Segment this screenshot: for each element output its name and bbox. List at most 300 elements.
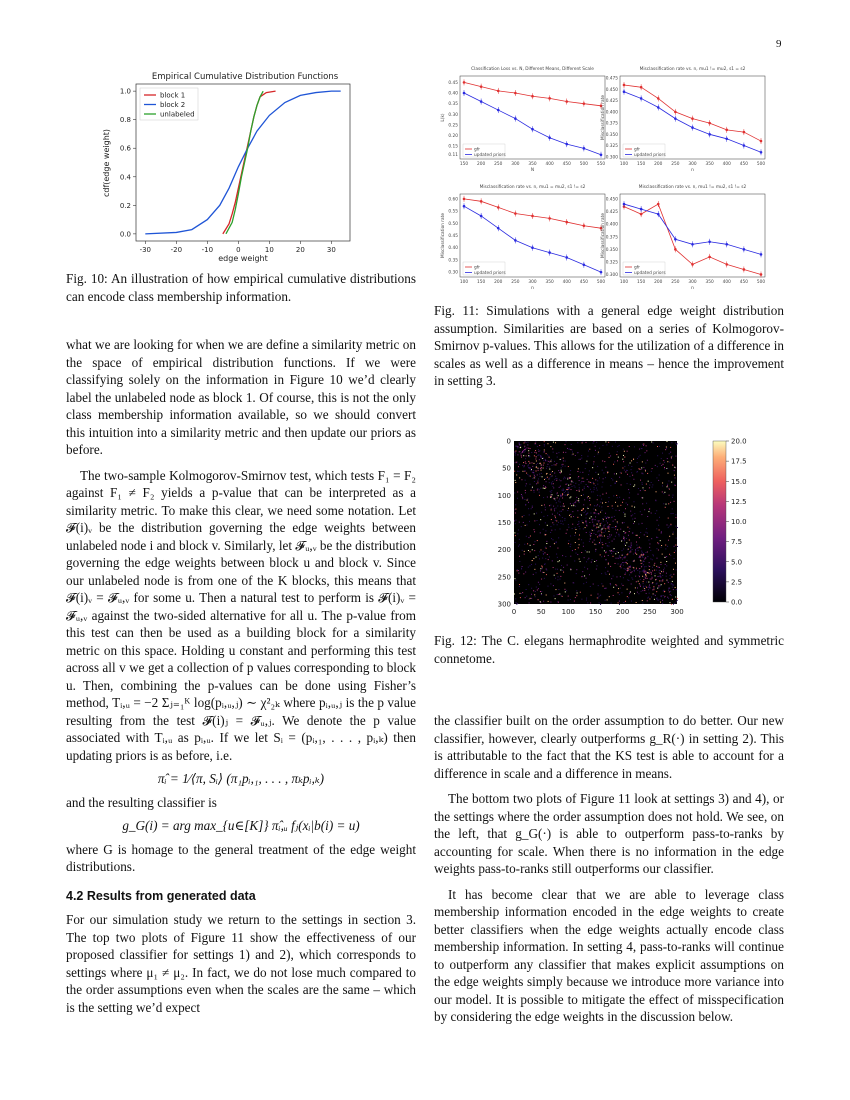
heatmap-cell — [671, 482, 672, 483]
heatmap-cell — [582, 441, 583, 442]
heatmap-cell — [623, 557, 624, 558]
heatmap-cell — [643, 579, 644, 580]
heatmap-cell — [537, 489, 538, 490]
heatmap-cell — [565, 461, 566, 462]
heatmap-cell — [640, 480, 641, 481]
heatmap-cell — [597, 565, 598, 566]
heatmap-cell — [574, 535, 575, 536]
heatmap-cell — [565, 441, 566, 442]
heatmap-cell — [555, 598, 556, 599]
heatmap-cell — [559, 529, 560, 530]
heatmap-cell — [639, 576, 640, 577]
heatmap-cell — [642, 503, 643, 504]
heatmap-cell — [560, 486, 561, 487]
heatmap-cell — [587, 551, 588, 552]
heatmap-cell — [580, 561, 581, 562]
heatmap-cell — [631, 577, 632, 578]
heatmap-cell — [642, 603, 643, 604]
y-tick-label: 0.350 — [605, 247, 618, 253]
heatmap-cell — [664, 583, 665, 584]
heatmap-cell — [526, 596, 527, 597]
heatmap-cell — [533, 490, 534, 491]
heatmap-cell — [615, 529, 616, 530]
heatmap-cell — [526, 536, 527, 537]
heatmap-cell — [669, 554, 670, 555]
heatmap-cell — [531, 594, 532, 595]
heatmap-cell — [556, 554, 557, 555]
heatmap-cell — [524, 447, 525, 448]
heatmap-cell — [571, 449, 572, 450]
heatmap-cell — [528, 537, 529, 538]
heatmap-cell — [599, 602, 600, 603]
heatmap-cell — [599, 477, 600, 478]
heatmap-cell — [571, 516, 572, 517]
heatmap-cell — [583, 546, 584, 547]
heatmap-cell — [587, 486, 588, 487]
heatmap-cell — [576, 500, 577, 501]
heatmap-cell — [584, 512, 585, 513]
heatmap-cell — [595, 472, 596, 473]
heatmap-cell — [571, 454, 572, 455]
heatmap-cell — [641, 473, 642, 474]
heatmap-cell — [643, 564, 644, 565]
heatmap-cell — [602, 518, 603, 519]
heatmap-cell — [617, 497, 618, 498]
heatmap-cell — [636, 581, 637, 582]
heatmap-cell — [593, 443, 594, 444]
heatmap-cell — [562, 570, 563, 571]
heatmap-cell — [639, 568, 640, 569]
heatmap-cell — [546, 481, 547, 482]
y-tick-label: 0.15 — [448, 144, 458, 150]
heatmap-cell — [600, 535, 601, 536]
heatmap-cell — [646, 582, 647, 583]
heatmap-cell — [546, 568, 547, 569]
heatmap-cell — [544, 479, 545, 480]
heatmap-cell — [554, 508, 555, 509]
heatmap-cell — [664, 596, 665, 597]
heatmap-cell — [585, 442, 586, 443]
heatmap-cell — [520, 444, 521, 445]
colorbar-tick-label: 17.5 — [731, 457, 747, 466]
heatmap-cell — [543, 460, 544, 461]
heatmap-cell — [598, 520, 599, 521]
heatmap-cell — [640, 555, 641, 556]
heatmap-cell — [544, 441, 545, 442]
heatmap-cell — [611, 517, 612, 518]
heatmap-cell — [516, 462, 517, 463]
heatmap-cell — [662, 482, 663, 483]
x-tick-label: 200 — [477, 162, 486, 167]
x-tick-label: 200 — [615, 608, 630, 615]
heatmap-cell — [659, 567, 660, 568]
data-point — [657, 106, 660, 109]
heatmap-cell — [600, 495, 601, 496]
y-tick-label: 0.25 — [448, 123, 458, 129]
heatmap-cell — [559, 479, 560, 480]
heatmap-cell — [676, 601, 677, 602]
heatmap-cell — [633, 459, 634, 460]
heatmap-cell — [634, 593, 635, 594]
heatmap-cell — [542, 458, 543, 459]
heatmap-cell — [665, 545, 666, 546]
heatmap-cell — [657, 567, 658, 568]
heatmap-cell — [618, 552, 619, 553]
heatmap-cell — [521, 568, 522, 569]
heatmap-cell — [530, 598, 531, 599]
heatmap-cell — [627, 451, 628, 452]
heatmap-matrix — [514, 441, 677, 604]
heatmap-cell — [540, 476, 541, 477]
heatmap-cell — [606, 518, 607, 519]
heatmap-cell — [597, 594, 598, 595]
data-point — [565, 221, 568, 224]
heatmap-cell — [600, 540, 601, 541]
heatmap-cell — [627, 549, 628, 550]
x-tick-label: 350 — [705, 162, 714, 167]
heatmap-cell — [514, 462, 515, 463]
heatmap-cell — [563, 503, 564, 504]
heatmap-cell — [665, 507, 666, 508]
heatmap-cell — [528, 453, 529, 454]
heatmap-cell — [674, 558, 675, 559]
data-point — [708, 240, 711, 243]
legend-label: updated priors — [634, 153, 666, 158]
heatmap-cell — [637, 547, 638, 548]
heatmap-cell — [600, 604, 601, 605]
heatmap-cell — [630, 550, 631, 551]
y-tick-label: 0.400 — [605, 110, 618, 116]
heatmap-cell — [666, 446, 667, 447]
heatmap-cell — [587, 497, 588, 498]
heatmap-cell — [550, 583, 551, 584]
heatmap-cell — [579, 480, 580, 481]
heatmap-cell — [522, 516, 523, 517]
x-axis-label: n — [691, 168, 694, 173]
heatmap-cell — [549, 482, 550, 483]
heatmap-cell — [674, 467, 675, 468]
heatmap-cell — [541, 579, 542, 580]
data-point — [623, 84, 626, 87]
heatmap-cell — [661, 465, 662, 466]
heatmap-cell — [634, 521, 635, 522]
heatmap-cell — [675, 514, 676, 515]
x-tick-label: 150 — [477, 280, 486, 285]
heatmap-cell — [578, 523, 579, 524]
heatmap-cell — [529, 475, 530, 476]
heatmap-cell — [566, 495, 567, 496]
data-point — [623, 203, 626, 206]
heatmap-cell — [560, 502, 561, 503]
heatmap-cell — [649, 598, 650, 599]
heatmap-cell — [537, 482, 538, 483]
heatmap-cell — [550, 494, 551, 495]
heatmap-cell — [646, 503, 647, 504]
heatmap-cell — [636, 602, 637, 603]
heatmap-cell — [590, 513, 591, 514]
heatmap-cell — [612, 446, 613, 447]
heatmap-cell — [642, 600, 643, 601]
heatmap-cell — [535, 596, 536, 597]
heatmap-cell — [591, 529, 592, 530]
heatmap-cell — [632, 506, 633, 507]
heatmap-cell — [570, 599, 571, 600]
heatmap-cell — [627, 554, 628, 555]
heatmap-cell — [540, 488, 541, 489]
heatmap-cell — [551, 538, 552, 539]
heatmap-cell — [645, 557, 646, 558]
heatmap-cell — [554, 543, 555, 544]
heatmap-cell — [631, 515, 632, 516]
heatmap-cell — [600, 539, 601, 540]
heatmap-cell — [580, 459, 581, 460]
heatmap-cell — [657, 542, 658, 543]
fig10-caption: Fig. 10: An illustration of how empirical cumulative distributions can encode class membership information. — [66, 271, 416, 304]
heatmap-cell — [672, 584, 673, 585]
heatmap-cell — [667, 597, 668, 598]
heatmap-cell — [653, 589, 654, 590]
heatmap-cell — [534, 475, 535, 476]
heatmap-cell — [653, 442, 654, 443]
heatmap-cell — [583, 509, 584, 510]
heatmap-cell — [597, 536, 598, 537]
heatmap-cell — [664, 468, 665, 469]
heatmap-cell — [555, 508, 556, 509]
heatmap-cell — [568, 527, 569, 528]
heatmap-cell — [589, 500, 590, 501]
heatmap-cell — [659, 474, 660, 475]
heatmap-cell — [529, 602, 530, 603]
heatmap-cell — [621, 583, 622, 584]
heatmap-cell — [614, 548, 615, 549]
heatmap-cell — [625, 471, 626, 472]
heatmap-cell — [605, 530, 606, 531]
heatmap-cell — [643, 586, 644, 587]
heatmap-cell — [527, 444, 528, 445]
heatmap-cell — [635, 518, 636, 519]
heatmap-cell — [632, 475, 633, 476]
heatmap-cell — [656, 591, 657, 592]
heatmap-cell — [567, 448, 568, 449]
heatmap-cell — [553, 595, 554, 596]
heatmap-cell — [514, 520, 515, 521]
heatmap-cell — [553, 498, 554, 499]
heatmap-cell — [567, 510, 568, 511]
heatmap-cell — [628, 567, 629, 568]
heatmap-cell — [519, 561, 520, 562]
heatmap-cell — [549, 505, 550, 506]
heatmap-cell — [660, 573, 661, 574]
heatmap-cell — [565, 466, 566, 467]
heatmap-cell — [670, 594, 671, 595]
heatmap-cell — [643, 561, 644, 562]
heatmap-cell — [558, 589, 559, 590]
heatmap-cell — [570, 474, 571, 475]
heatmap-cell — [633, 567, 634, 568]
heatmap-cell — [603, 532, 604, 533]
heatmap-cell — [515, 542, 516, 543]
heatmap-cell — [670, 452, 671, 453]
heatmap-cell — [582, 510, 583, 511]
heatmap-cell — [517, 570, 518, 571]
heatmap-cell — [606, 574, 607, 575]
heatmap-cell — [582, 571, 583, 572]
heatmap-cell — [577, 471, 578, 472]
heatmap-cell — [600, 525, 601, 526]
heatmap-cell — [638, 575, 639, 576]
heatmap-cell — [562, 466, 563, 467]
heatmap-cell — [624, 457, 625, 458]
heatmap-cell — [551, 490, 552, 491]
heatmap-cell — [622, 554, 623, 555]
heatmap-cell — [645, 532, 646, 533]
heatmap-cell — [659, 572, 660, 573]
x-tick-label: 500 — [756, 162, 766, 167]
heatmap-cell — [534, 452, 535, 453]
data-point — [691, 126, 694, 129]
heatmap-cell — [539, 450, 540, 451]
heatmap-cell — [647, 460, 648, 461]
heatmap-cell — [541, 512, 542, 513]
heatmap-cell — [649, 578, 650, 579]
heatmap-cell — [519, 584, 520, 585]
heatmap-cell — [646, 576, 647, 577]
heatmap-cell — [605, 502, 606, 503]
heatmap-cell — [676, 569, 677, 570]
heatmap-cell — [662, 464, 663, 465]
heatmap-cell — [660, 585, 661, 586]
heatmap-cell — [651, 441, 652, 442]
heatmap-cell — [660, 570, 661, 571]
heatmap-cell — [629, 528, 630, 529]
heatmap-cell — [605, 513, 606, 514]
heatmap-cell — [570, 449, 571, 450]
heatmap-cell — [629, 539, 630, 540]
heatmap-cell — [608, 517, 609, 518]
heatmap-cell — [521, 593, 522, 594]
heatmap-cell — [523, 573, 524, 574]
heatmap-cell — [609, 524, 610, 525]
heatmap-cell — [520, 453, 521, 454]
heatmap-cell — [527, 543, 528, 544]
heatmap-cell — [617, 460, 618, 461]
heatmap-cell — [635, 551, 636, 552]
heatmap-cell — [642, 563, 643, 564]
heatmap-cell — [524, 551, 525, 552]
heatmap-cell — [531, 470, 532, 471]
heatmap-cell — [601, 583, 602, 584]
heatmap-cell — [642, 555, 643, 556]
heatmap-cell — [651, 513, 652, 514]
heatmap-cell — [643, 581, 644, 582]
heatmap-cell — [578, 547, 579, 548]
heatmap-cell — [667, 484, 668, 485]
heatmap-cell — [666, 565, 667, 566]
heatmap-cell — [602, 482, 603, 483]
data-point — [548, 97, 551, 100]
heatmap-cell — [564, 583, 565, 584]
heatmap-cell — [557, 548, 558, 549]
heatmap-cell — [590, 535, 591, 536]
heatmap-cell — [669, 462, 670, 463]
legend-label: updated priors — [634, 271, 666, 276]
heatmap-cell — [553, 483, 554, 484]
heatmap-cell — [546, 473, 547, 474]
heatmap-cell — [658, 587, 659, 588]
heatmap-cell — [634, 446, 635, 447]
heatmap-cell — [608, 501, 609, 502]
heatmap-cell — [575, 542, 576, 543]
y-tick-label: 0.35 — [448, 258, 458, 264]
heatmap-cell — [574, 601, 575, 602]
heatmap-cell — [670, 575, 671, 576]
heatmap-cell — [649, 487, 650, 488]
heatmap-cell — [656, 537, 657, 538]
heatmap-cell — [586, 582, 587, 583]
heatmap-cell — [619, 477, 620, 478]
heatmap-cell — [676, 538, 677, 539]
heatmap-cell — [659, 576, 660, 577]
heatmap-cell — [572, 511, 573, 512]
heatmap-cell — [598, 474, 599, 475]
heatmap-cell — [586, 598, 587, 599]
heatmap-cell — [656, 491, 657, 492]
heatmap-cell — [538, 449, 539, 450]
heatmap-cell — [533, 470, 534, 471]
heatmap-cell — [554, 510, 555, 511]
heatmap-cell — [537, 463, 538, 464]
heatmap-cell — [568, 488, 569, 489]
heatmap-cell — [546, 574, 547, 575]
heatmap-cell — [515, 535, 516, 536]
heatmap-cell — [646, 528, 647, 529]
heatmap-cell — [541, 457, 542, 458]
heatmap-cell — [586, 522, 587, 523]
heatmap-cell — [616, 454, 617, 455]
heatmap-cell — [621, 473, 622, 474]
heatmap-cell — [654, 565, 655, 566]
heatmap-cell — [572, 550, 573, 551]
heatmap-cell — [550, 491, 551, 492]
heatmap-cell — [559, 514, 560, 515]
heatmap-cell — [564, 477, 565, 478]
heatmap-cell — [599, 542, 600, 543]
heatmap-cell — [667, 546, 668, 547]
heatmap-cell — [600, 502, 601, 503]
x-tick-label: 150 — [637, 162, 646, 167]
heatmap-cell — [545, 509, 546, 510]
heatmap-cell — [634, 559, 635, 560]
heatmap-cell — [597, 597, 598, 598]
heatmap-cell — [608, 526, 609, 527]
heatmap-cell — [643, 445, 644, 446]
heatmap-cell — [649, 593, 650, 594]
heatmap-cell — [584, 486, 585, 487]
y-tick-label: 0.300 — [605, 155, 618, 161]
heatmap-cell — [651, 596, 652, 597]
heatmap-cell — [622, 559, 623, 560]
heatmap-cell — [527, 474, 528, 475]
heatmap-cell — [596, 560, 597, 561]
heatmap-cell — [629, 531, 630, 532]
y-axis-label: Misclassification rate — [441, 212, 446, 259]
heatmap-cell — [588, 481, 589, 482]
data-point — [514, 212, 517, 215]
heatmap-cell — [637, 587, 638, 588]
colorbar — [713, 441, 726, 602]
heatmap-cell — [563, 572, 564, 573]
heatmap-cell — [540, 519, 541, 520]
